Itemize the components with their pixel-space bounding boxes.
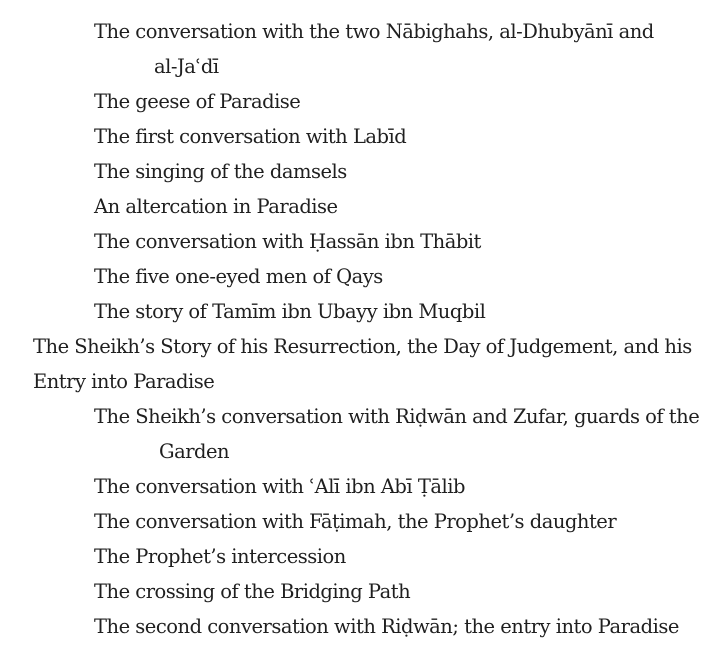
toc-entry-nabighahs: The conversation with the two Nābighahs, al-Dhubyānī and — [94, 20, 654, 43]
toc-entry-hassan: The conversation with Ḥassān ibn Thābit — [94, 230, 481, 253]
toc-entry-ridwan-zufar-cont: Garden — [159, 440, 230, 463]
toc-entry-ridwan-zufar: The Sheikh’s conversation with Riḍwān and Zufar, guards of the — [94, 405, 700, 428]
table-of-contents — [0, 14, 708, 644]
toc-entry-tamim: The story of Tamīm ibn Ubayy ibn Muqbil — [94, 300, 486, 323]
toc-entry-nabighahs-cont: al-Jaʿdī — [154, 55, 219, 78]
toc-entry-bridging-path: The crossing of the Bridging Path — [94, 580, 411, 603]
toc-entry-second-ridwan: The second conversation with Riḍwān; the entry into Paradise — [94, 615, 679, 638]
toc-entry-labid: The first conversation with Labīd — [94, 125, 407, 148]
toc-entry-geese: The geese of Paradise — [94, 90, 301, 113]
toc-section-resurrection: The Sheikh’s Story of his Resurrection, the Day of Judgement, and his — [33, 335, 692, 358]
toc-entry-fatimah: The conversation with Fāṭimah, the Prophet’s daughter — [94, 510, 617, 533]
toc-section-resurrection-cont: Entry into Paradise — [33, 370, 215, 393]
toc-entry-intercession: The Prophet’s intercession — [94, 545, 346, 568]
toc-entry-ali: The conversation with ʿAlī ibn Abī Ṭālib — [94, 475, 465, 498]
toc-entry-one-eyed-men: The five one-eyed men of Qays — [94, 265, 383, 288]
toc-entry-damsels: The singing of the damsels — [94, 160, 347, 183]
toc-entry-altercation: An altercation in Paradise — [94, 195, 338, 218]
